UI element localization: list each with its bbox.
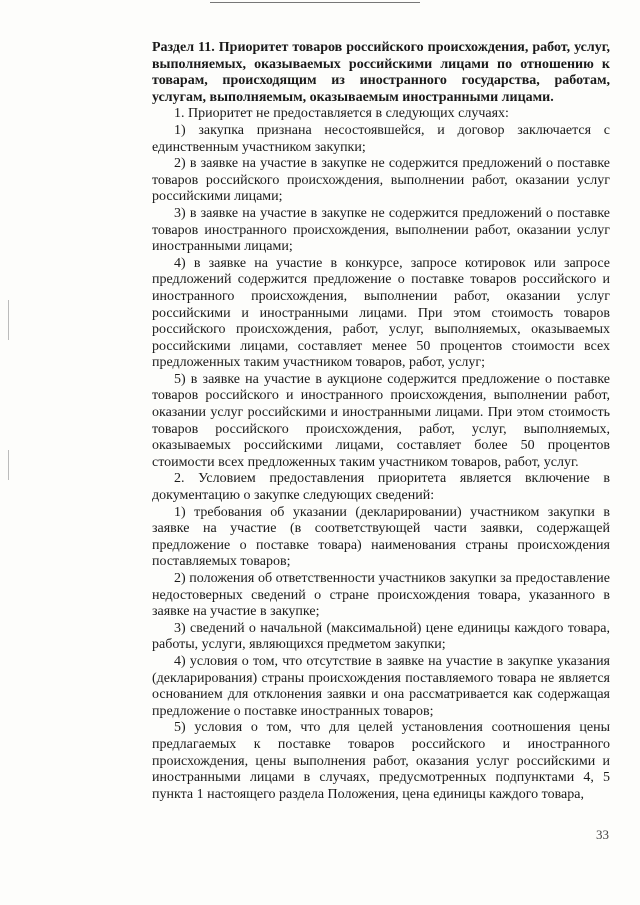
scan-margin-mark — [8, 450, 9, 480]
paragraph: 5) условия о том, что для целей установления соотношения цены предлагаемых к поставке товаров российского и иностранного происхождения, цены выполнения работ, оказания услуг российскими и иностранными лицами в случаях, предусмотренных подпунктами 4, 5 пункта 1 настоящего раздела Положения, цена единицы каждого товара, — [152, 720, 610, 802]
paragraph: 2) в заявке на участие в закупке не содержится предложений о поставке товаров российского происхождения, выполнении работ, оказании услуг российскими лицами; — [152, 156, 610, 205]
page-number: 33 — [596, 827, 609, 842]
scan-margin-mark — [8, 300, 9, 340]
paragraph: 1) требования об указании (декларировании) участником закупки в заявке на участие (в соответствующей части заявки, содержащей предложение о поставке товара) наименования страны происхождения поставляемых товаров; — [152, 504, 610, 570]
paragraph: 1) закупка признана несостоявшейся, и договор заключается с единственным участником закупки; — [152, 122, 610, 155]
paragraph: 2. Условием предоставления приоритета является включение в документацию о закупке следующих сведений: — [152, 471, 610, 504]
paragraph: 4) условия о том, что отсутствие в заявке на участие в закупке указания (декларирования) страны происхождения поставляемого товара не является основанием для отклонения заявки и она рассматривается как содержащая предложение о поставке иностранных товаров; — [152, 653, 610, 719]
document-page — [152, 40, 610, 803]
paragraph: 1. Приоритет не предоставляется в следующих случаях: — [174, 106, 509, 122]
paragraph: 2) положения об ответственности участников закупки за предоставление недостоверных сведений о стране происхождения товара, указанного в заявке на участие в закупке; — [152, 571, 610, 620]
scan-edge-line — [210, 2, 420, 3]
paragraph: 3) сведений о начальной (максимальной) цене единицы каждого товара, работы, услуги, являющихся предметом закупки; — [152, 620, 610, 653]
section-heading: Раздел 11. Приоритет товаров российского происхождения, работ, услуг, выполняемых, оказываемых российскими лицами по отношению к товарам, происходящим из иностранного государства, работам, услугам, выполняемым, оказываемым иностранными лицами. — [152, 40, 610, 105]
paragraph: 3) в заявке на участие в закупке не содержится предложений о поставке товаров иностранного происхождения, выполнении работ, оказании услуг иностранными лицами; — [152, 205, 610, 255]
paragraph: 4) в заявке на участие в конкурсе, запросе котировок или запросе предложений содержится предложение о поставке товаров российского и иностранного происхождения, выполнении работ, оказании услуг российскими и иностранными лицами. При этом стоимость товаров российского происхождения, работ, услуг, выполняемых, оказываемых российскими лицами, составляет менее 50 процентов стоимости всех предложенных таким участником товаров, работ, услуг; — [152, 255, 610, 371]
paragraph: 5) в заявке на участие в аукционе содержится предложение о поставке товаров российского и иностранного происхождения, выполнении работ, оказании услуг российскими и иностранными лицами. При этом стоимость товаров российского происхождения, работ, услуг, выполняемых, оказываемых российскими лицами, составляет более 50 процентов стоимости всех предложенных таким участником товаров, работ, услуг. — [152, 371, 610, 470]
